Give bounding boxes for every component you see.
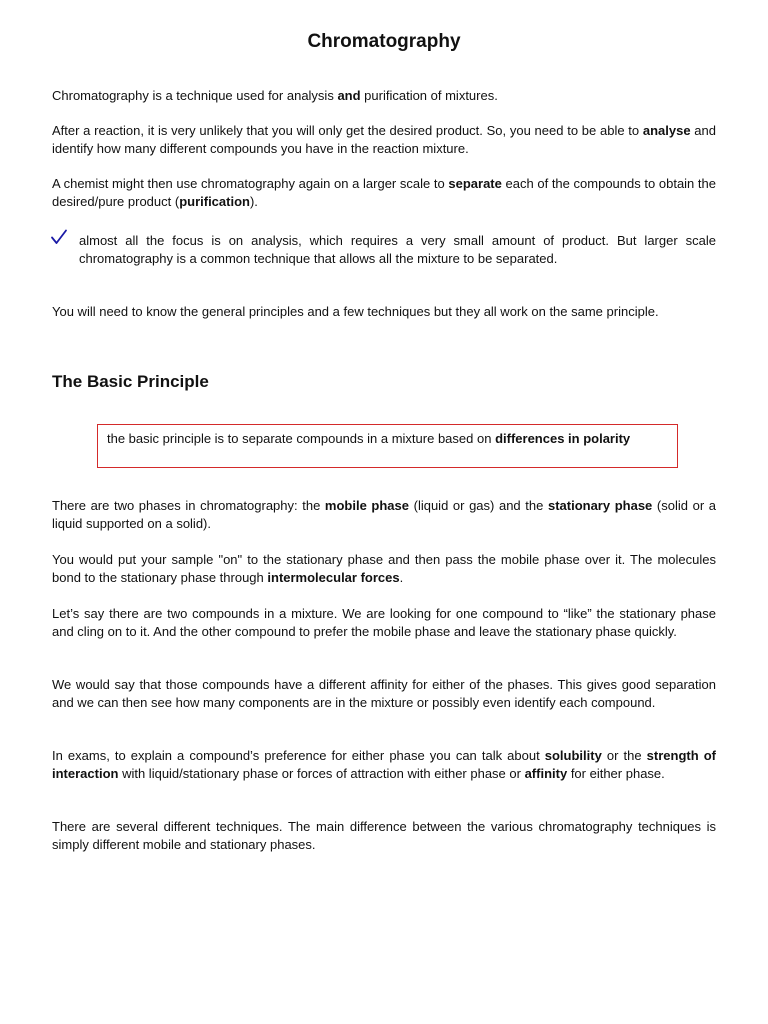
- exams-paragraph: In exams, to explain a compound’s preference for either phase you can talk about solubility or the strength of interaction with liquid/stationary phase or forces of attraction with either phase or affinity for either phase.: [52, 748, 716, 781]
- principle-box: [97, 424, 678, 468]
- page-title: Chromatography: [307, 31, 461, 52]
- affinity-paragraph: We would say that those compounds have a different affinity for either of the phases. This gives good separation and we can then see how many components are in the mixture or possibly even identify each compound.: [52, 677, 716, 710]
- intro-paragraph-3: A chemist might then use chromatography again on a larger scale to separate each of the compounds to obtain the desired/pure product (purification).: [52, 176, 717, 209]
- techniques-paragraph: There are several different techniques. The main difference between the various chromatography techniques is simply different mobile and stationary phases.: [52, 819, 716, 852]
- check-icon: [50, 228, 68, 246]
- intro-paragraph-1: Chromatography is a technique used for analysis and purification of mixtures.: [52, 88, 498, 103]
- phases-paragraph: There are two phases in chromatography: the mobile phase (liquid or gas) and the stationary phase (solid or a liquid supported on a solid).: [52, 498, 716, 531]
- intro-paragraph-2: After a reaction, it is very unlikely that you will only get the desired product. So, you need to be able to analyse and identify how many different compounds you have in the reaction mixture.: [52, 123, 717, 156]
- principle-text: the basic principle is to separate compounds in a mixture based on differences in polarity: [107, 431, 631, 446]
- sample-paragraph: You would put your sample "on" to the stationary phase and then pass the mobile phase over it. The molecules bond to the stationary phase through intermolecular forces.: [52, 552, 716, 585]
- section-heading: The Basic Principle: [52, 372, 209, 391]
- intro-paragraph-4: You will need to know the general principles and a few techniques but they all work on the same principle.: [52, 304, 659, 319]
- compounds-paragraph: Let’s say there are two compounds in a mixture. We are looking for one compound to “like” the stationary phase and cling on to it. And the other compound to prefer the mobile phase and leave the stationary phase quickly.: [52, 606, 716, 639]
- bullet-text: almost all the focus is on analysis, which requires a very small amount of product. But larger scale chromatography is a common technique that allows all the mixture to be separated.: [79, 233, 716, 266]
